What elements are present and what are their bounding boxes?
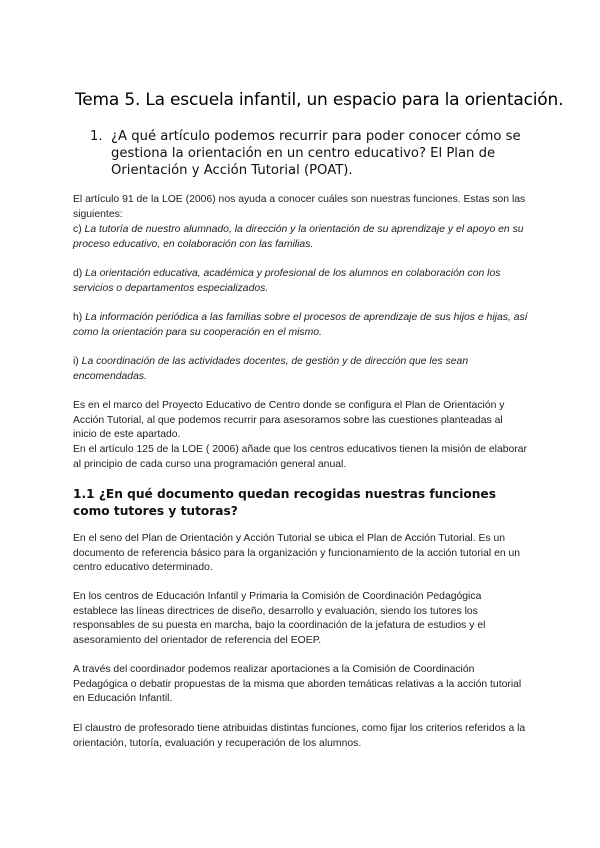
function-letter: c) xyxy=(73,224,82,235)
article-125-paragraph: En el artículo 125 de la LOE ( 2006) añade que los centros educativos tienen la misión de elaborar al principio de cada curso una programación general anual. xyxy=(73,444,528,470)
function-letter: d) xyxy=(73,268,83,279)
section-1-1-heading: 1.1 ¿En qué documento quedan recogidas nuestras funciones como tutores y tutoras? xyxy=(73,487,496,518)
function-letter: i) xyxy=(73,356,79,367)
function-text: La tutoría de nuestro alumnado, la dirección y la orientación de su aprendizaje y el apoyo en su proceso educativo, en colaboración con las familias. xyxy=(73,224,524,250)
function-text: La información periódica a las familias sobre el procesos de aprendizaje de sus hijos e hijas, así como la orientación para su cooperación en el mismo. xyxy=(73,312,528,338)
section-paragraph: En el seno del Plan de Orientación y Acción Tutorial se ubica el Plan de Acción Tutorial. Es un documento de referencia básico para la organización y funcionamiento de la acción tutorial en un centro educativo determinado. xyxy=(73,533,521,574)
function-letter: h) xyxy=(73,312,83,323)
function-h xyxy=(73,311,528,340)
function-c xyxy=(73,223,528,252)
question-number: 1. xyxy=(90,129,103,144)
function-i xyxy=(73,355,528,384)
page-title: Tema 5. La escuela infantil, un espacio para la orientación. xyxy=(75,90,564,110)
function-text: La coordinación de las actividades docentes, de gestión y de dirección que les sean encomendadas. xyxy=(73,356,469,382)
section-paragraph: El claustro de profesorado tiene atribuidas distintas funciones, como fijar los criterios referidos a la orientación, tutoría, evaluación y recuperación de los alumnos. xyxy=(73,723,526,749)
poat-paragraph: Es en el marco del Proyecto Educativo de Centro donde se configura el Plan de Orientación y Acción Tutorial, al que podemos recurrir para asesorarnos sobre las cuestiones planteadas al inicio de este apartado. xyxy=(73,400,505,441)
section-paragraph: En los centros de Educación Infantil y Primaria la Comisión de Coordinación Pedagógica establece las líneas directrices de diseño, desarrollo y evaluación, siendo los tutores los responsables de su puesta en marcha, bajo la coordinación de la jefatura de estudios y el asesoramiento del orientador de referencia del EOEP. xyxy=(73,591,486,646)
question-text: ¿A qué artículo podemos recurrir para poder conocer cómo se gestiona la orientación en un centro educativo? El Plan de Orientación y Acción Tutorial (POAT). xyxy=(111,129,521,178)
section-paragraph: A través del coordinador podemos realizar aportaciones a la Comisión de Coordinación Pedagógica o debatir propuestas de la misma que aborden temáticas relativas a la acción tutorial en Educación Infantil. xyxy=(73,664,522,705)
intro-paragraph: El artículo 91 de la LOE (2006) nos ayuda a conocer cuáles son nuestras funciones. Estas son las siguientes: xyxy=(73,194,526,220)
function-text: La orientación educativa, académica y profesional de los alumnos en colaboración con los servicios o departamentos especializados. xyxy=(73,268,501,294)
function-d xyxy=(73,267,528,296)
